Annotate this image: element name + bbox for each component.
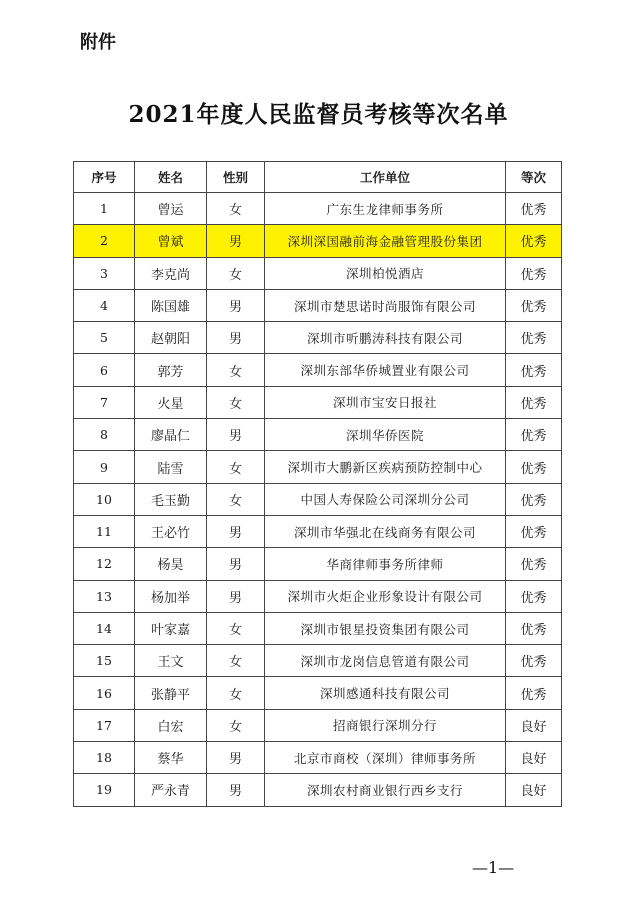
cell-no: 11: [74, 515, 135, 547]
column-header-name: 姓名: [135, 162, 207, 193]
cell-no: 16: [74, 677, 135, 709]
cell-grade: 优秀: [506, 289, 562, 321]
table-row: [74, 645, 562, 677]
cell-no: 1: [74, 193, 135, 225]
table-row: [74, 354, 562, 386]
cell-unit: 深圳市华强北在线商务有限公司: [265, 515, 506, 547]
cell-name: 张静平: [135, 677, 207, 709]
cell-no: 8: [74, 419, 135, 451]
column-header-gender: 性别: [207, 162, 265, 193]
cell-name: 李克尚: [135, 257, 207, 289]
cell-name: 曾运: [135, 193, 207, 225]
cell-gender: 女: [207, 612, 265, 644]
cell-grade: 良好: [506, 709, 562, 741]
attachment-label: 附件: [80, 32, 116, 53]
cell-gender: 女: [207, 709, 265, 741]
cell-no: 10: [74, 483, 135, 515]
cell-name: 王文: [135, 645, 207, 677]
cell-name: 廖晶仁: [135, 419, 207, 451]
cell-grade: 优秀: [506, 515, 562, 547]
cell-no: 18: [74, 742, 135, 774]
cell-grade: 优秀: [506, 645, 562, 677]
cell-unit: 中国人寿保险公司深圳分公司: [265, 483, 506, 515]
cell-grade: 优秀: [506, 322, 562, 354]
cell-gender: 男: [207, 322, 265, 354]
cell-unit: 深圳东部华侨城置业有限公司: [265, 354, 506, 386]
cell-no: 12: [74, 548, 135, 580]
cell-unit: 深圳农村商业银行西乡支行: [265, 774, 506, 806]
table-row: [74, 580, 562, 612]
cell-unit: 深圳华侨医院: [265, 419, 506, 451]
cell-name: 王必竹: [135, 515, 207, 547]
cell-gender: 男: [207, 742, 265, 774]
cell-grade: 优秀: [506, 193, 562, 225]
table-row: [74, 193, 562, 225]
cell-no: 17: [74, 709, 135, 741]
cell-unit: 深圳市龙岗信息管道有限公司: [265, 645, 506, 677]
cell-unit: 深圳市宝安日报社: [265, 386, 506, 418]
cell-unit: 深圳感通科技有限公司: [265, 677, 506, 709]
cell-name: 火星: [135, 386, 207, 418]
cell-grade: 优秀: [506, 451, 562, 483]
cell-name: 陈国雄: [135, 289, 207, 321]
cell-gender: 女: [207, 645, 265, 677]
cell-grade: 优秀: [506, 548, 562, 580]
supervisor-grade-table: [73, 161, 562, 807]
cell-unit: 深圳市大鹏新区疾病预防控制中心: [265, 451, 506, 483]
cell-gender: 男: [207, 580, 265, 612]
cell-unit: 北京市商校（深圳）律师事务所: [265, 742, 506, 774]
cell-gender: 女: [207, 257, 265, 289]
cell-grade: 优秀: [506, 386, 562, 418]
cell-grade: 优秀: [506, 580, 562, 612]
cell-unit: 深圳市银星投资集团有限公司: [265, 612, 506, 644]
table-row: [74, 677, 562, 709]
cell-gender: 男: [207, 515, 265, 547]
column-header-unit: 工作单位: [265, 162, 506, 193]
cell-gender: 女: [207, 193, 265, 225]
table-row: [74, 483, 562, 515]
cell-grade: 良好: [506, 774, 562, 806]
cell-no: 7: [74, 386, 135, 418]
cell-name: 曾斌: [135, 225, 207, 257]
cell-unit: 广东生龙律师事务所: [265, 193, 506, 225]
cell-name: 陆雪: [135, 451, 207, 483]
table-row-highlighted: [74, 225, 562, 257]
table-row: [74, 709, 562, 741]
cell-no: 19: [74, 774, 135, 806]
page-number: —1—: [472, 858, 515, 877]
table-row: [74, 322, 562, 354]
cell-name: 赵朝阳: [135, 322, 207, 354]
cell-no: 2: [74, 225, 135, 257]
cell-unit: 深圳市听鹏涛科技有限公司: [265, 322, 506, 354]
cell-gender: 男: [207, 225, 265, 257]
table-row: [74, 257, 562, 289]
table-row: [74, 515, 562, 547]
cell-name: 叶家嘉: [135, 612, 207, 644]
cell-no: 5: [74, 322, 135, 354]
table-header-row: [74, 162, 562, 193]
cell-unit: 深圳深国融前海金融管理股份集团: [265, 225, 506, 257]
cell-gender: 男: [207, 289, 265, 321]
cell-grade: 优秀: [506, 225, 562, 257]
cell-no: 13: [74, 580, 135, 612]
cell-gender: 女: [207, 354, 265, 386]
cell-name: 杨加举: [135, 580, 207, 612]
cell-gender: 女: [207, 386, 265, 418]
cell-grade: 良好: [506, 742, 562, 774]
cell-no: 9: [74, 451, 135, 483]
column-header-no: 序号: [74, 162, 135, 193]
cell-gender: 男: [207, 774, 265, 806]
table-row: [74, 386, 562, 418]
cell-name: 蔡华: [135, 742, 207, 774]
cell-no: 14: [74, 612, 135, 644]
cell-grade: 优秀: [506, 612, 562, 644]
table-row: [74, 742, 562, 774]
cell-unit: 深圳市火炬企业形象设计有限公司: [265, 580, 506, 612]
cell-no: 4: [74, 289, 135, 321]
column-header-grade: 等次: [506, 162, 562, 193]
cell-name: 杨昊: [135, 548, 207, 580]
table-row: [74, 612, 562, 644]
table-row: [74, 548, 562, 580]
cell-name: 白宏: [135, 709, 207, 741]
cell-gender: 男: [207, 548, 265, 580]
cell-unit: 深圳柏悦酒店: [265, 257, 506, 289]
cell-grade: 优秀: [506, 354, 562, 386]
cell-unit: 深圳市楚思诺时尚服饰有限公司: [265, 289, 506, 321]
cell-gender: 女: [207, 451, 265, 483]
cell-unit: 招商银行深圳分行: [265, 709, 506, 741]
cell-grade: 优秀: [506, 257, 562, 289]
cell-grade: 优秀: [506, 677, 562, 709]
table-row: [74, 451, 562, 483]
cell-gender: 女: [207, 483, 265, 515]
table-row: [74, 774, 562, 806]
cell-no: 6: [74, 354, 135, 386]
cell-name: 严永青: [135, 774, 207, 806]
cell-gender: 男: [207, 419, 265, 451]
cell-grade: 优秀: [506, 419, 562, 451]
cell-no: 15: [74, 645, 135, 677]
cell-name: 毛玉勤: [135, 483, 207, 515]
cell-gender: 女: [207, 677, 265, 709]
table-row: [74, 419, 562, 451]
cell-unit: 华商律师事务所律师: [265, 548, 506, 580]
cell-name: 郭芳: [135, 354, 207, 386]
table-row: [74, 289, 562, 321]
cell-no: 3: [74, 257, 135, 289]
page-title: 2021年度人民监督员考核等次名单: [128, 101, 509, 128]
cell-grade: 优秀: [506, 483, 562, 515]
